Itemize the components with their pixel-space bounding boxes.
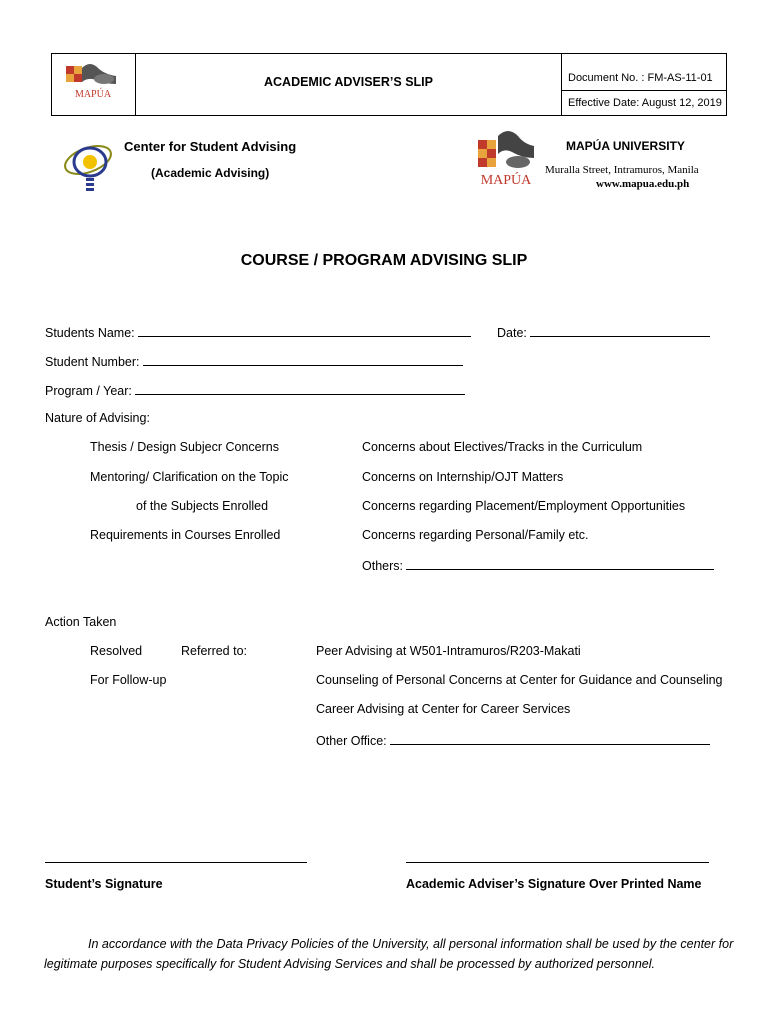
- date-label: Date:: [497, 326, 527, 340]
- adviser-signature-label: Academic Adviser’s Signature Over Printed Name: [406, 877, 702, 891]
- effective-date-row: [562, 91, 726, 115]
- header-doc-cell: [562, 54, 726, 115]
- nature-option-requirements[interactable]: Requirements in Courses Enrolled: [90, 528, 281, 542]
- referral-counseling[interactable]: Counseling of Personal Concerns at Center for Guidance and Counseling: [316, 673, 723, 687]
- csa-subtitle: (Academic Advising): [151, 166, 270, 180]
- slip-title: ACADEMIC ADVISER’S SLIP: [263, 75, 433, 89]
- svg-text:MAPÚA: MAPÚA: [480, 173, 532, 188]
- date-field: [497, 324, 710, 340]
- nature-option-personal[interactable]: Concerns regarding Personal/Family etc.: [362, 528, 589, 542]
- nature-option-internship[interactable]: Concerns on Internship/OJT Matters: [362, 470, 564, 484]
- privacy-notice: [44, 934, 734, 974]
- student-number-line[interactable]: [143, 353, 463, 366]
- nature-heading: Nature of Advising:: [45, 411, 150, 425]
- student-name-line[interactable]: [138, 324, 471, 337]
- student-signature-line[interactable]: [45, 862, 307, 863]
- program-year-field: [45, 382, 465, 398]
- form-title: COURSE / PROGRAM ADVISING SLIP: [240, 252, 528, 269]
- adviser-signature-line[interactable]: [406, 862, 709, 863]
- referral-peer-advising[interactable]: Peer Advising at W501-Intramuros/R203-Makati: [316, 644, 581, 658]
- others-label[interactable]: Others:: [362, 559, 403, 573]
- svg-text:MAPÚA: MAPÚA: [74, 89, 112, 100]
- csa-logo-icon: [60, 138, 120, 196]
- other-office-label[interactable]: Other Office:: [316, 734, 387, 748]
- university-address: Muralla Street, Intramuros, Manila: [545, 164, 699, 176]
- doc-number-row: [562, 54, 726, 91]
- header-logo-cell: [52, 54, 136, 115]
- university-name: MAPÚA UNIVERSITY: [566, 139, 685, 153]
- university-website: www.mapua.edu.ph: [596, 178, 690, 190]
- privacy-notice-text: In accordance with the Data Privacy Policies of the University, all personal information shall be used by the center for legitimate purposes specifically for Student Advising Services and shall be processed by authorized personnel.: [44, 937, 734, 971]
- header-table: [51, 53, 727, 116]
- nature-option-mentoring-cont: of the Subjects Enrolled: [136, 499, 269, 513]
- csa-name: Center for Student Advising: [124, 139, 297, 154]
- action-follow-up[interactable]: For Follow-up: [90, 673, 167, 687]
- nature-option-electives[interactable]: Concerns about Electives/Tracks in the Curriculum: [362, 440, 643, 454]
- action-heading: Action Taken: [45, 615, 117, 629]
- student-name-field: [45, 324, 471, 340]
- action-resolved[interactable]: Resolved: [90, 644, 143, 658]
- nature-option-placement[interactable]: Concerns regarding Placement/Employment Opportunities: [362, 499, 686, 513]
- student-number-label: Student Number:: [45, 355, 140, 369]
- action-referred[interactable]: Referred to:: [181, 644, 248, 658]
- doc-number: Document No. : FM-AS-11-01: [568, 72, 713, 84]
- effective-date: Effective Date: August 12, 2019: [568, 97, 722, 109]
- student-number-field: [45, 353, 463, 369]
- mapua-logo-icon: [52, 54, 135, 115]
- program-year-label: Program / Year:: [45, 384, 132, 398]
- nature-option-others: [362, 557, 714, 573]
- header-title-cell: [136, 54, 562, 115]
- other-office-line[interactable]: [390, 732, 710, 745]
- program-year-line[interactable]: [135, 382, 465, 395]
- nature-option-mentoring[interactable]: Mentoring/ Clarification on the Topic: [90, 470, 289, 484]
- referral-other-office: [316, 732, 710, 748]
- student-name-label: Students Name:: [45, 326, 135, 340]
- nature-option-thesis[interactable]: Thesis / Design Subjecr Concerns: [90, 440, 279, 454]
- student-signature-label: Student’s Signature: [45, 877, 163, 891]
- referral-career-advising[interactable]: Career Advising at Center for Career Services: [316, 702, 571, 716]
- date-line[interactable]: [530, 324, 710, 337]
- others-line[interactable]: [406, 557, 714, 570]
- university-logo-icon: [474, 126, 538, 192]
